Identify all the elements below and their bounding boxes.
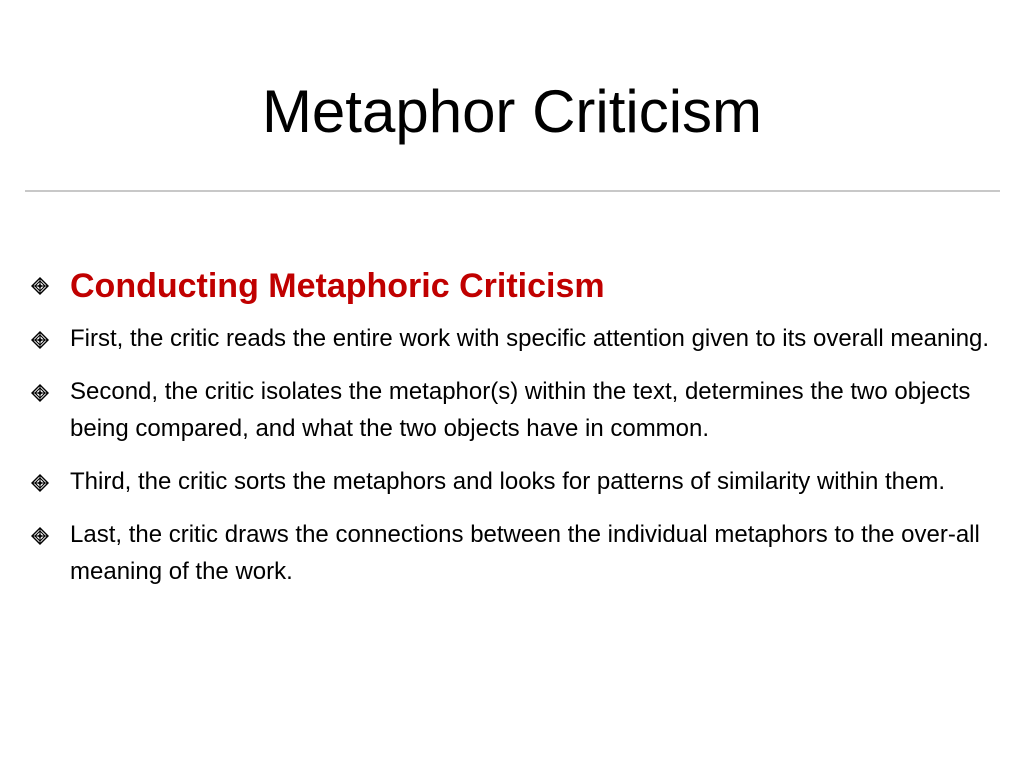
bullet-text: Last, the critic draws the connections between the individual metaphors to the over-all meaning of the work. [70, 521, 980, 585]
bullet-item [0, 516, 1024, 590]
bullet-item [0, 373, 1024, 447]
bullet-item-heading [0, 264, 1024, 308]
bullet-text: Third, the critic sorts the metaphors and looks for patterns of similarity within them. [70, 468, 946, 495]
bullet-item [0, 463, 1024, 500]
bullet-list [0, 264, 1024, 606]
bullet-item [0, 320, 1024, 357]
diamond-bullet-icon [31, 384, 49, 402]
diamond-bullet-icon [31, 277, 49, 295]
title-divider [25, 190, 1000, 192]
diamond-bullet-icon [31, 527, 49, 545]
bullet-heading-text: Conducting Metaphoric Criticism [70, 267, 605, 305]
diamond-bullet-icon [31, 474, 49, 492]
slide-title: Metaphor Criticism [261, 78, 763, 145]
bullet-text: Second, the critic isolates the metaphor(s) within the text, determines the two objects being compared, and what the two objects have in common. [70, 378, 971, 442]
diamond-bullet-icon [31, 331, 49, 349]
bullet-text: First, the critic reads the entire work with specific attention given to its overall meaning. [70, 325, 990, 352]
